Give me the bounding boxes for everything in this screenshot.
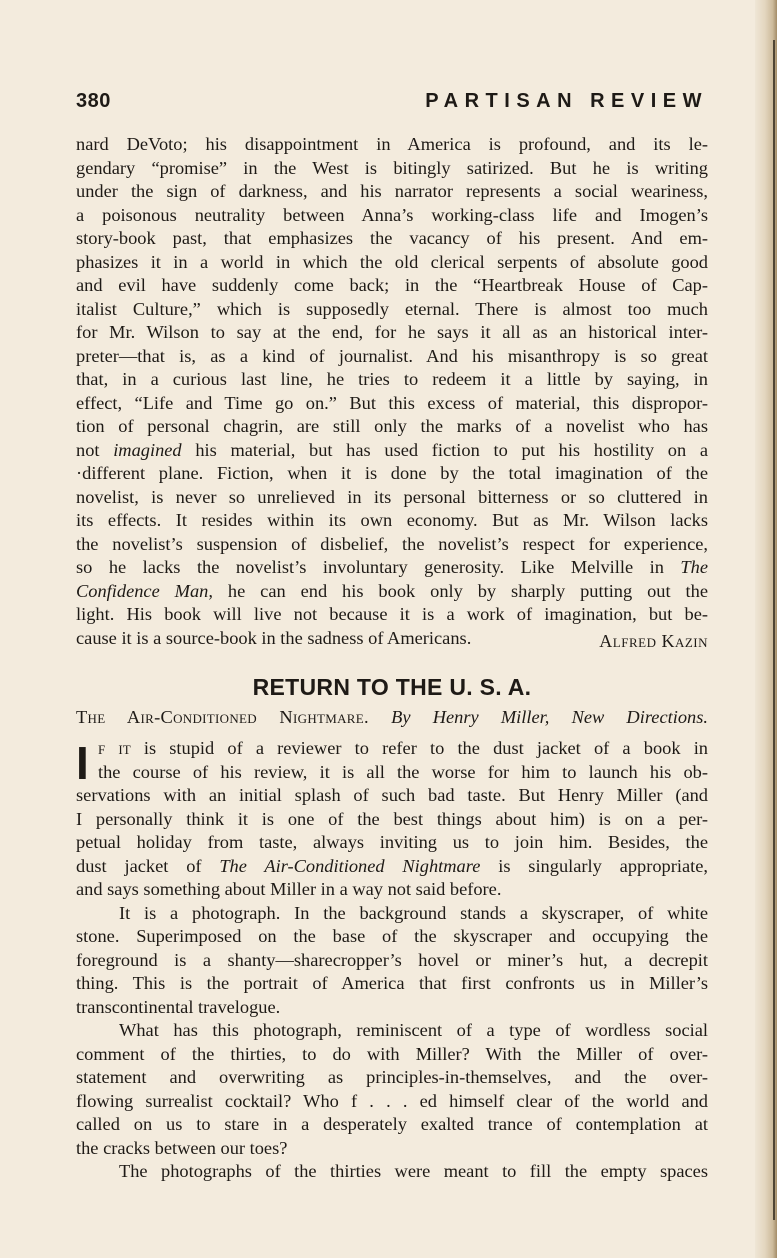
text-line: foreground is a shanty—sharecropper’s hovel or miner’s hut, a decrepit xyxy=(76,949,708,970)
text-line: stone. Superimposed on the base of the skyscraper and occupying the xyxy=(76,926,708,946)
italic-title: The Air-Conditioned Nightmare xyxy=(219,855,481,876)
final-line-with-signature xyxy=(76,627,708,651)
line-text: not xyxy=(76,439,114,460)
italic-word: imagined xyxy=(113,439,182,460)
book-publisher: New Directions. xyxy=(571,707,708,727)
page-edge-line xyxy=(773,40,775,1220)
review-book-info xyxy=(76,705,708,729)
text-line: thing. This is the portrait of America that first confronts us in Miller’s xyxy=(76,973,708,993)
text-line: transcontinental travelogue. xyxy=(76,996,281,1017)
text-line: I personally think it is one of the best things about him) is on a per- xyxy=(76,808,708,829)
line-text: he can end his book only by sharply putting out the xyxy=(212,580,708,601)
text-line: flowing surrealist cocktail? Who f . . . ed himself clear of the world and xyxy=(76,1090,708,1111)
text-line: called on us to stare in a desperately exalted trance of contemplation at xyxy=(76,1114,708,1134)
paragraph-first-line: What has this photograph, reminiscent of a type of wordless social xyxy=(119,1020,708,1040)
line-text: his material, but has used fiction to put his hostility on a xyxy=(181,439,708,460)
running-head: PARTISAN REVIEW xyxy=(425,90,708,112)
text-line: servations with an initial splash of such bad taste. But Henry Miller (and xyxy=(76,785,708,805)
text-line: and evil have suddenly come back; in the “Heartbreak House of Cap- xyxy=(76,275,708,295)
line-text: dust jacket of xyxy=(76,855,220,876)
text-line-with-italic xyxy=(76,580,708,604)
drop-cap: I xyxy=(76,737,89,789)
text-line: preter—that is, as a kind of journalist. And his misanthropy is so great xyxy=(76,345,708,366)
line-text: so he lacks the novelist’s involuntary generosity. Like Melville in xyxy=(76,557,681,577)
text-line: phasizes it in a world in which the old clerical serpents of absolute good xyxy=(76,251,708,272)
text-line: the course of his review, it is all the worse for him to launch his ob- xyxy=(98,761,708,782)
text-line: a poisonous neutrality between Anna’s working-class life and Imogen’s xyxy=(76,204,708,225)
text-line: the cracks between our toes? xyxy=(76,1137,288,1158)
text-line: story-book past, that emphasizes the vacancy of his present. And em- xyxy=(76,228,708,248)
text-line: light. His book will live not because it is a work of imagination, but be- xyxy=(76,604,708,624)
text-line: and says something about Miller in a way not said before. xyxy=(76,879,502,899)
text-line: for Mr. Wilson to say at the end, for he says it all as an historical inter- xyxy=(76,322,708,342)
review-body xyxy=(76,737,708,1184)
text-line: novelist, is never so unrelieved in its personal bitterness or so cluttered in xyxy=(76,486,708,507)
essay-ending-paragraph xyxy=(76,133,708,650)
book-author: Henry Miller, xyxy=(432,707,550,727)
text-line: effect, “Life and Time go on.” But this excess of material, this dispropor- xyxy=(76,392,708,413)
text-line: that, in a curious last line, he tries to redeem it a little by saying, in xyxy=(76,369,708,389)
line-text: cause it is a source-book in the sadness of Americans. xyxy=(76,627,472,648)
by-word: By xyxy=(391,707,411,727)
italic-title: The xyxy=(680,557,708,577)
text-line-with-italic xyxy=(76,439,708,463)
paragraph-first-line: The photographs of the thirties were meant to fill the empty spaces xyxy=(119,1161,708,1181)
text-line: italist Culture,” which is supposedly eternal. There is almost too much xyxy=(76,298,708,319)
page-number: 380 xyxy=(76,90,111,112)
text-line: under the sign of darkness, and his narrator represents a social weariness, xyxy=(76,181,708,201)
section-title: RETURN TO THE U. S. A. xyxy=(252,674,532,700)
text-line-with-italic xyxy=(76,855,708,879)
author-signature: Alfred Kazin xyxy=(599,630,708,651)
text-line: tion of personal chagrin, are still only the marks of a novelist who has xyxy=(76,416,708,436)
page-header xyxy=(76,90,708,118)
paragraph-first-line: It is a photograph. In the background stands a skyscraper, of white xyxy=(119,902,708,923)
text-line: gendary “promise” in the West is bitingly satirized. But he is writing xyxy=(76,157,708,178)
line-text: is singularly appropriate, xyxy=(480,855,708,876)
text-line: nard DeVoto; his disappointment in America is profound, and its le- xyxy=(76,134,708,154)
book-title: The Air-Conditioned Nightmare. xyxy=(76,707,369,727)
small-caps-opening: f it xyxy=(98,738,131,758)
line-text: is stupid of a reviewer to refer to the dust jacket of a book in xyxy=(130,738,708,758)
text-line: petual holiday from taste, always inviting us to join him. Besides, the xyxy=(76,832,708,852)
text-line: its effects. It resides within its own economy. But as Mr. Wilson lacks xyxy=(76,510,708,530)
text-line: statement and overwriting as principles-in-themselves, and the over- xyxy=(76,1067,708,1087)
text-line: comment of the thirties, to do with Miller? With the Miller of over- xyxy=(76,1043,708,1064)
italic-title: Confidence Man, xyxy=(76,580,213,601)
text-line: the novelist’s suspension of disbelief, the novelist’s respect for experience, xyxy=(76,533,708,554)
text-line-with-italic xyxy=(76,556,708,580)
text-line: ·different plane. Fiction, when it is done by the total imagination of the xyxy=(76,463,708,483)
